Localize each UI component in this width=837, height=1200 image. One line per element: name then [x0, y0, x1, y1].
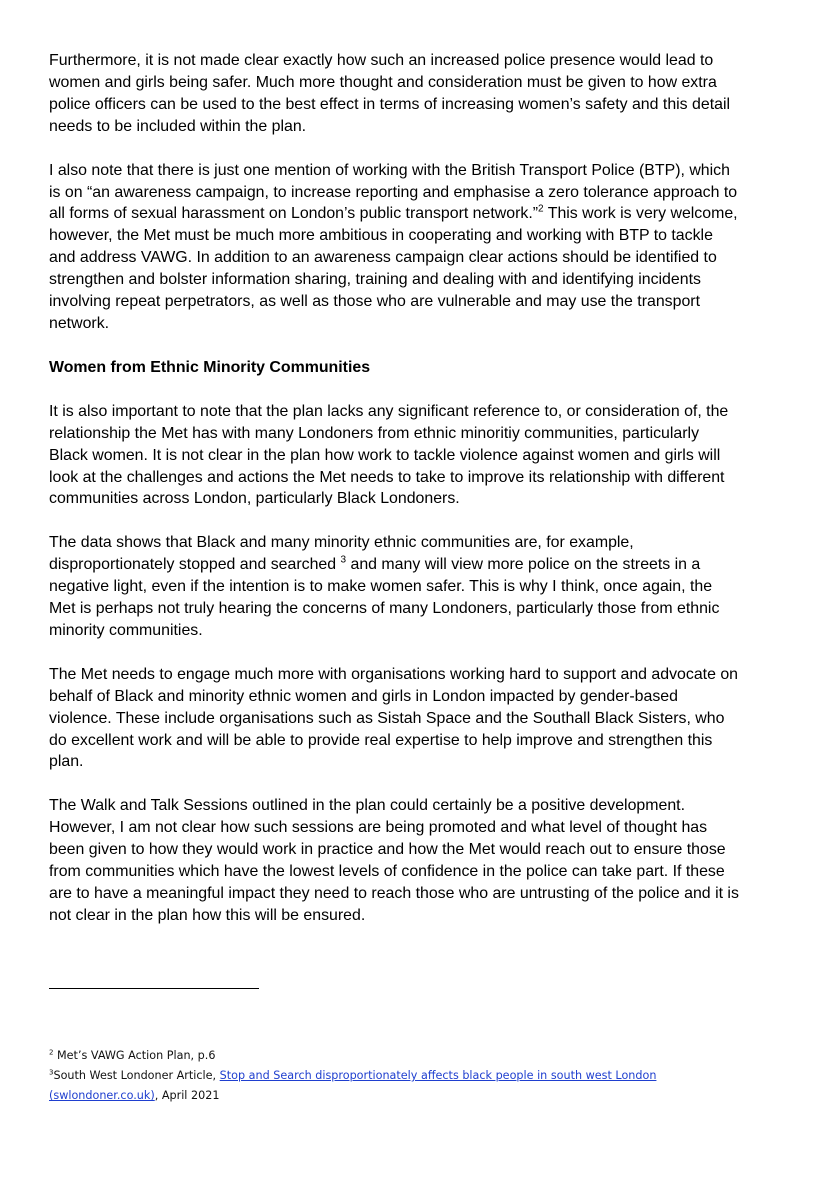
footnotes [49, 1046, 656, 1106]
text-line [49, 554, 794, 576]
text-line: behalf of Black and minority ethnic women and girls in London impacted by gender-based [49, 687, 678, 705]
text-line: minority communities. [49, 621, 203, 639]
text-line: do excellent work and will be able to provide real expertise to help improve and strengthen this [49, 731, 713, 749]
paragraph-ethnic-minority [49, 401, 794, 511]
text-line: communities across London, particularly Black Londoners. [49, 490, 460, 508]
text-line: are to have a meaningful impact they need to reach those who are untrusting of the police and it is [49, 885, 739, 902]
text-line: network. [49, 314, 110, 332]
footnote-text: South West Londoner Article, [53, 1069, 220, 1082]
text-segment: all forms of sexual harassment on London’s public transport network.” [49, 205, 539, 223]
text-line: needs to be included within the plan. [49, 117, 307, 135]
text-line: is on “an awareness campaign, to increase reporting and emphasise a zero tolerance approach to [49, 183, 738, 201]
footnote-text: Met’s VAWG Action Plan, p.6 [53, 1049, 216, 1062]
footnote-ref-2: 2 [538, 204, 544, 216]
text-line [49, 203, 794, 225]
text-line: look at the challenges and actions the Met needs to take to improve its relationship with different [49, 468, 725, 486]
text-line: The data shows that Black and many minority ethnic communities are, for example, [49, 534, 634, 552]
footnote-marker: 3 [49, 1068, 54, 1077]
paragraph-btp [49, 160, 794, 335]
text-line: The Walk and Talk Sessions outlined in the plan could certainly be a positive development. [49, 797, 685, 815]
footnote-marker: 2 [49, 1048, 54, 1057]
text-line: Met is perhaps not truly hearing the concerns of many Londoners, particularly those from ethnic [49, 600, 720, 618]
text-line: negative light, even if the intention is to make women safer. This is why I think, once again, the [49, 578, 713, 596]
footnote-link[interactable]: Stop and Search disproportionately affects black people in south west London [219, 1069, 657, 1082]
section-heading: Women from Ethnic Minority Communities [49, 358, 371, 376]
text-line: plan. [49, 753, 84, 771]
footnote-text: , April 2021 [154, 1089, 220, 1102]
text-segment: disproportionately stopped and searched [49, 556, 341, 574]
paragraph-police-presence [49, 50, 794, 138]
paragraph-walk-talk [49, 795, 794, 926]
text-line: been given to how they would work in practice and how the Met would reach out to ensure those [49, 841, 726, 859]
text-line: violence. These include organisations such as Sistah Space and the Southall Black Sisters, who [49, 709, 725, 727]
text-line: relationship the Met has with many Londoners from ethnic minoritiy communities, particularly [49, 424, 700, 442]
paragraph-organisations [49, 664, 794, 774]
footnote-2 [49, 1046, 656, 1066]
footnote-link[interactable]: (swlondoner.co.uk) [49, 1089, 155, 1102]
text-line: Black women. It is not clear in the plan how work to tackle violence against women and girls will [49, 446, 721, 464]
text-line: I also note that there is just one mention of working with the British Transport Police (BTP), which [49, 161, 730, 179]
paragraph-stop-search [49, 532, 794, 642]
text-line: however, the Met must be much more ambitious in cooperating and working with BTP to tackle [49, 227, 713, 245]
text-line: women and girls being safer. Much more thought and consideration must be given to how extra [49, 73, 717, 91]
text-line: It is also important to note that the plan lacks any significant reference to, or consideration of, the [49, 402, 729, 420]
text-line: Furthermore, it is not made clear exactly how such an increased police presence would lead to [49, 52, 714, 69]
text-line: The Met needs to engage much more with organisations working hard to support and advocate on [49, 665, 739, 683]
text-segment: This work is very welcome, [543, 205, 738, 223]
text-line: strengthen and bolster information sharing, training and dealing with and identifying incidents [49, 271, 701, 289]
footnote-separator [49, 988, 259, 989]
footnote-3-continued [49, 1086, 656, 1106]
footnote-ref-3: 3 [340, 554, 347, 566]
text-line: and address VAWG. In addition to an awareness campaign clear actions should be identified to [49, 249, 717, 267]
text-line: police officers can be used to the best effect in terms of increasing women’s safety and this detail [49, 95, 731, 113]
text-line: involving repeat perpetrators, as well as those who are vulnerable and may use the transport [49, 293, 700, 311]
text-segment: and many will view more police on the streets in a [346, 556, 701, 574]
text-line: not clear in the plan how this will be ensured. [49, 906, 366, 924]
footnote-3 [49, 1066, 656, 1086]
text-line: However, I am not clear how such sessions are being promoted and what level of thought has [49, 819, 708, 837]
text-line: from communities which have the lowest levels of confidence in the police can take part. If these [49, 863, 725, 881]
